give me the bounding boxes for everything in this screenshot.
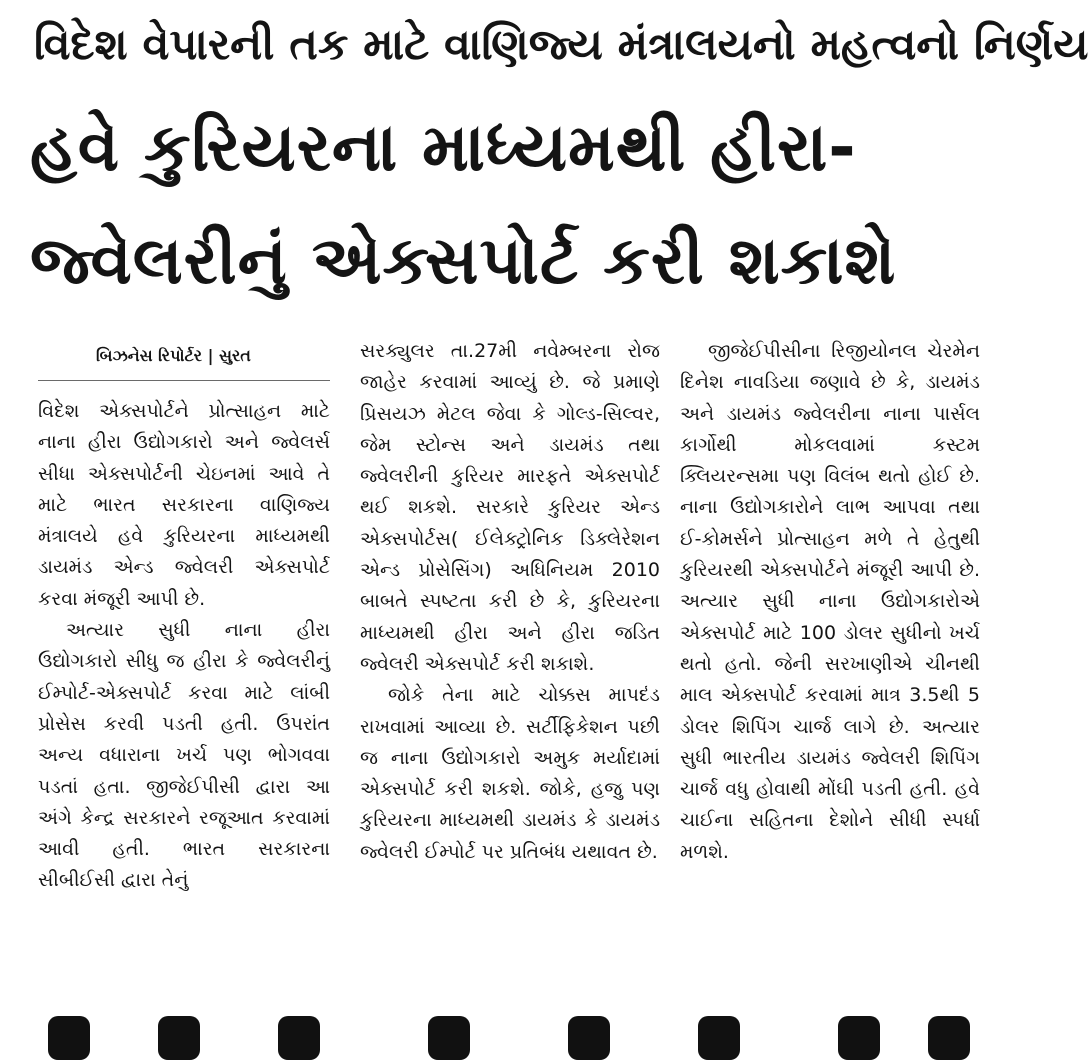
main-headline-line-1: હવે કુરિયરના માધ્યમથી હીરા-: [30, 109, 857, 186]
paragraph: જીજેઈપીસીના રિજીયોનલ ચેરમેન દિનેશ નાવડિયા જણાવે છે કે, ડાયમંડ અને ડાયમંડ જ્વેલરીના નાના પાર્સલ કાર્ગોથી મોકલવામાં કસ્ટમ ક્લિયરન્સમા પણ વિલંબ થતો હોઈ છે. નાના ઉદ્યોગકારોને લાભ આપવા તથા ઈ-કોમર્સને પ્રોત્સાહન મળે તે હેતુથી કુરિયરથી એક્સપોર્ટને મંજૂરી આપી છે. અત્યાર સુધી નાના ઉદ્યોગકારોએ એક્સપોર્ટ માટે 100 ડોલર સુધીનો ખર્ચ થતો હતો. જેની સરખાણીએ ચીનથી માલ એક્સપોર્ટ કરવામાં માત્ર 3.5થી 5 ડોલર શિપિંગ ચાર્જ લાગે છે. અત્યાર સુધી ભારતીય ડાયમંડ જ્વેલરી શિપિંગ ચાર્જ વધુ હોવાથી મોંઘી પડતી હતી. હવે ચાઈના સહિતના દેશોને સીધી સ્પર્ધા મળશે.: [680, 340, 980, 863]
paragraph: વિદેશ એક્સપોર્ટને પ્રોત્સાહન માટે નાના હીરા ઉદ્યોગકારો અને જ્વેલર્સ સીધા એક્સપોર્ટની ચેઇનમાં આવે તે માટે ભારત સરકારના વાણિજ્ય મંત્રાલયે હવે કુરિયરના માધ્યમથી ડાયમંડ એન્ડ જ્વેલરી એક્સપોર્ટ કરવા મંજૂરી આપી છે.: [38, 400, 330, 610]
cropped-next-headline: [48, 1008, 978, 1034]
kicker-headline: વિદેશ વેપારની તક માટે વાણિજ્ય મંત્રાલયનો મહત્વનો નિર્ણય: [34, 20, 1089, 70]
article-column-3: [680, 336, 980, 1006]
article-column-1: [38, 396, 330, 1008]
main-headline-line-2: જ્વેલરીનું એક્સપોર્ટ કરી શકાશે: [30, 222, 897, 299]
paragraph: સરક્યુલર તા.27મી નવેમ્બરના રોજ જાહેર કરવામાં આવ્યું છે. જે પ્રમાણે પ્રિસયઝ મેટલ જેવા કે ગોલ્ડ-સિલ્વર, જેમ સ્ટોન્સ અને ડાયમંડ તથા જ્વેલરીની કુરિયર મારફતે એક્સપોર્ટ થઈ શકશે. સરકારે કુરિયર એન્ડ એક્સપોર્ટસ( ઈલેક્ટ્રોનિક ડિક્લેરેશન એન્ડ પ્રોસેસિંગ) અધિનિયમ 2010 બાબતે સ્પષ્ટતા કરી છે કે, કુરિયરના માધ્યમથી હીરા અને હીરા જડિત જ્વેલરી એક્સપોર્ટ કરી શકાશે.: [360, 340, 660, 675]
byline-divider: [38, 380, 330, 381]
byline: બિઝનેસ રિપોર્ટર | સુરત: [96, 346, 251, 365]
paragraph: જોકે તેના માટે ચોક્કસ માપદંડ રાખવામાં આવ્યા છે. સર્ટીફિકેશન પછી જ નાના ઉદ્યોગકારો અમુક મર્યાદામાં એક્સપોર્ટ કરી શકશે. જોકે, હજુ પણ કુરિયરના માધ્યમથી ડાયમંડ કે ડાયમંડ જ્વેલરી ઈમ્પોર્ટ પર પ્રતિબંધ યથાવત છે.: [360, 684, 660, 863]
article-column-2: [360, 336, 660, 1006]
paragraph: અત્યાર સુધી નાના હીરા ઉદ્યોગકારો સીધુ જ હીરા કે જ્વેલરીનું ઈમ્પોર્ટ-એક્સપોર્ટ કરવા માટે લાંબી પ્રોસેસ કરવી પડતી હતી. ઉપરાંત અન્ય વધારાના ખર્ચ પણ ભોગવવા પડતાં હતા. જીજેઈપીસી દ્વારા આ અંગે કેન્દ્ર સરકારને રજૂઆત કરવામાં આવી હતી. ભારત સરકારના સીબીઈસી દ્વારા તેનું: [38, 619, 330, 892]
